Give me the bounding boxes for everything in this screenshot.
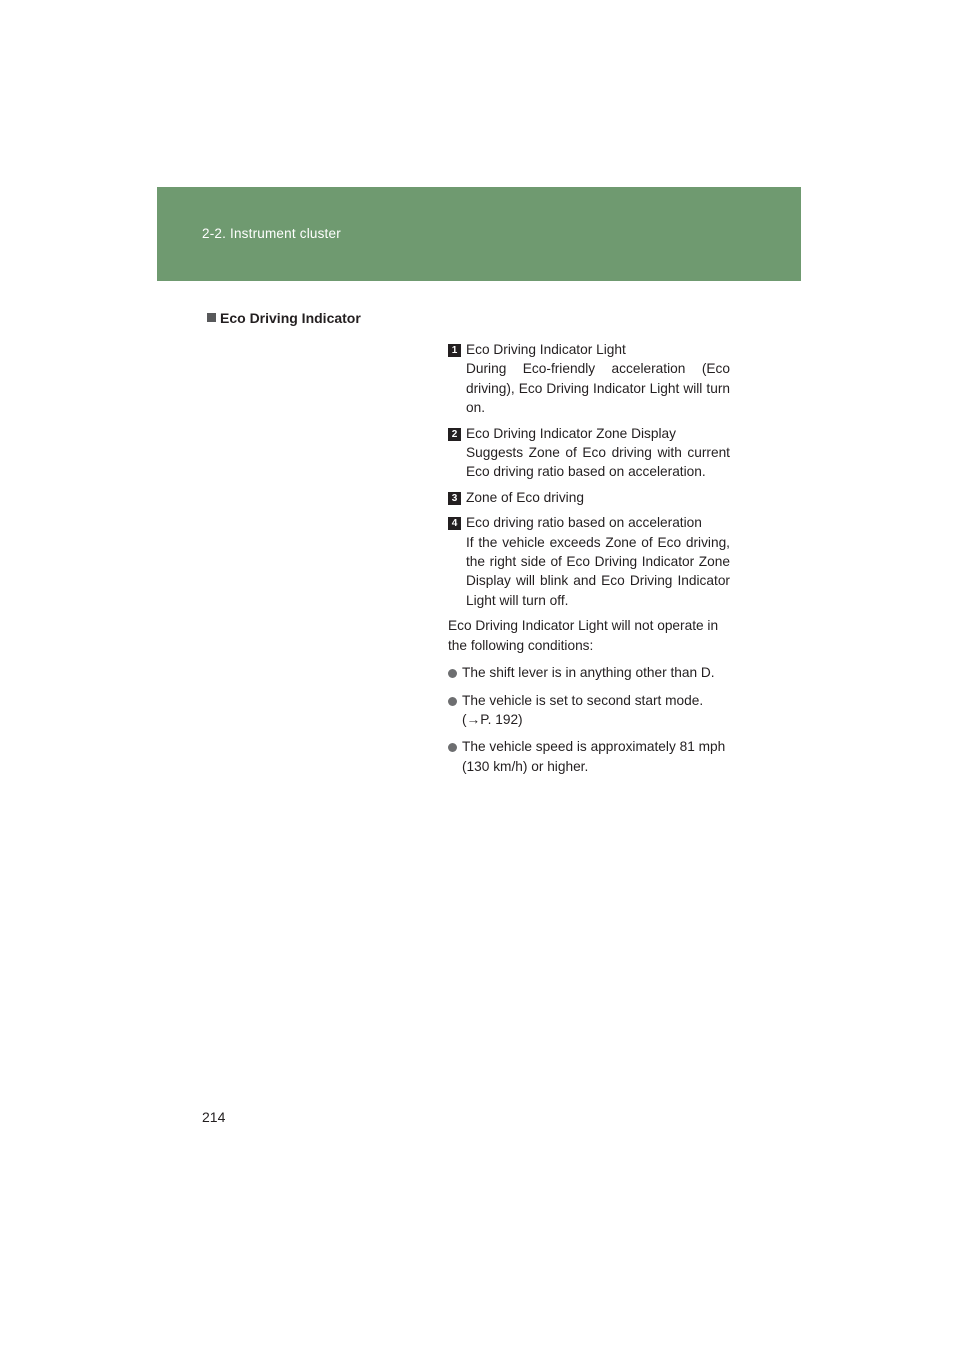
condition-item-2 bbox=[448, 691, 730, 730]
condition-item-1 bbox=[448, 663, 730, 682]
conditions-intro: Eco Driving Indicator Light will not operate in the following conditions: bbox=[448, 618, 719, 653]
item-title: Zone of Eco driving bbox=[466, 489, 584, 505]
number-badge-icon: 2 bbox=[448, 428, 461, 441]
content-column bbox=[448, 340, 730, 784]
condition-text: The shift lever is in anything other than D. bbox=[462, 665, 715, 681]
item-title: Eco Driving Indicator Zone Display bbox=[466, 425, 676, 441]
number-badge-icon: 4 bbox=[448, 517, 461, 530]
heading-text: Eco Driving Indicator bbox=[220, 310, 361, 326]
header-band bbox=[157, 187, 801, 281]
page-reference-link[interactable]: (→P. 192) bbox=[462, 711, 523, 727]
heading-square-icon bbox=[207, 313, 216, 322]
item-description: Suggests Zone of Eco driving with current Eco driving ratio based on acceleration. bbox=[466, 445, 730, 480]
item-description: During Eco-friendly acceleration (Eco driving), Eco Driving Indicator Light will turn on. bbox=[466, 361, 730, 416]
bullet-icon bbox=[448, 697, 457, 706]
page-number: 214 bbox=[202, 1109, 226, 1125]
numbered-item-3 bbox=[448, 488, 730, 507]
item-description: If the vehicle exceeds Zone of Eco driving, the right side of Eco Driving Indicator Zone Display will blink and Eco Driving Indicator Light will turn off. bbox=[466, 534, 730, 608]
item-title: Eco Driving Indicator Light bbox=[466, 342, 626, 357]
number-badge-icon: 1 bbox=[448, 344, 461, 357]
section-title: 2-2. Instrument cluster bbox=[202, 226, 341, 241]
numbered-item-1 bbox=[448, 340, 730, 418]
numbered-item-4 bbox=[448, 513, 730, 610]
condition-item-3 bbox=[448, 737, 730, 776]
condition-text: The vehicle speed is approximately 81 mph (130 km/h) or higher. bbox=[462, 739, 726, 774]
bullet-icon bbox=[448, 743, 457, 752]
section-heading bbox=[207, 310, 361, 326]
condition-text: The vehicle is set to second start mode. bbox=[462, 692, 704, 708]
bullet-icon bbox=[448, 669, 457, 678]
number-badge-icon: 3 bbox=[448, 492, 461, 505]
numbered-item-2 bbox=[448, 424, 730, 482]
item-title: Eco driving ratio based on acceleration bbox=[466, 515, 702, 531]
